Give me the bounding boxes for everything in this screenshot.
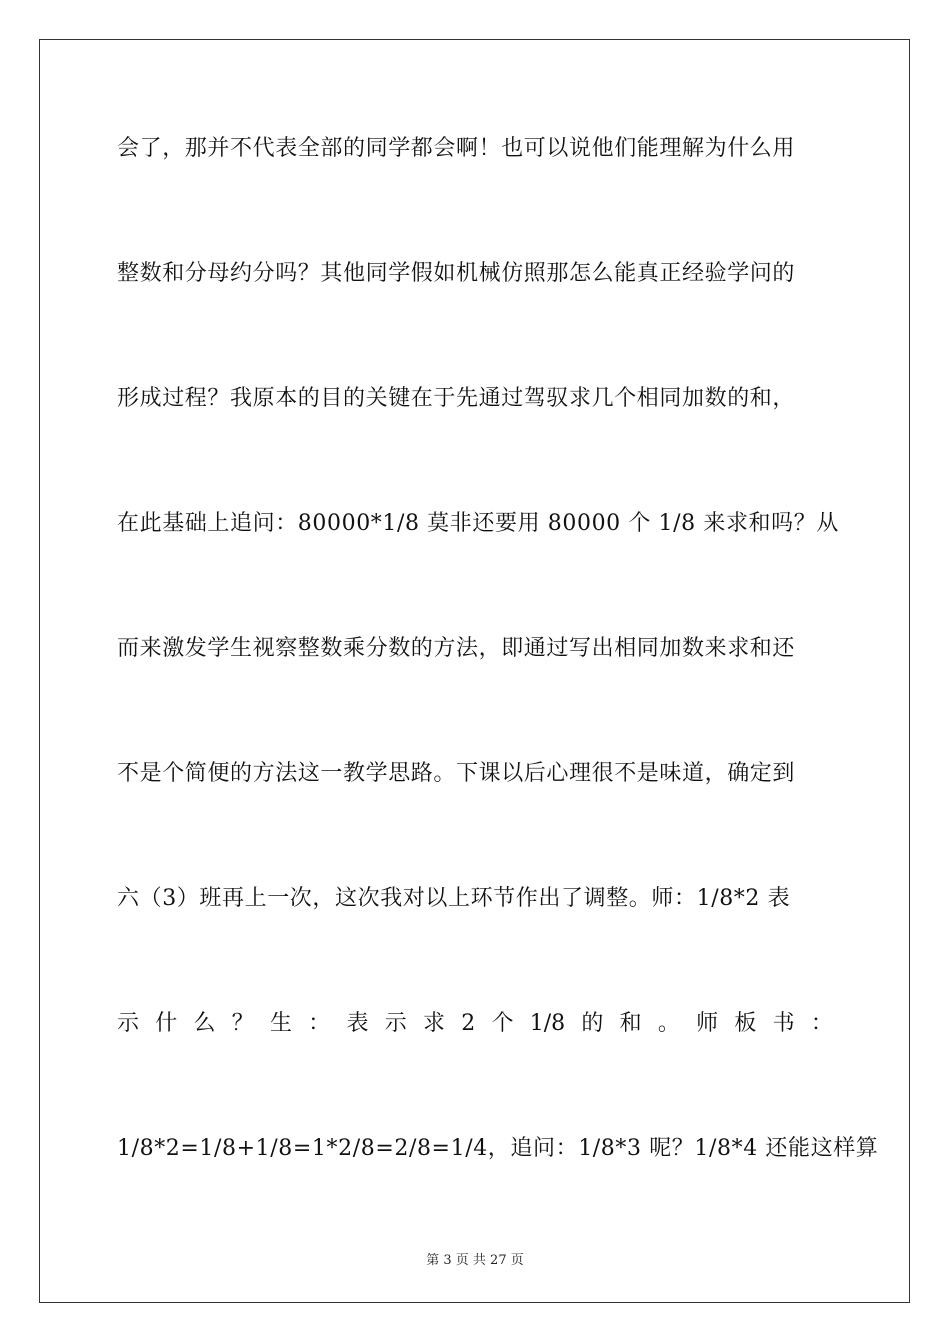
page-border [39, 39, 910, 1303]
word: 2 [461, 1011, 476, 1036]
body-line-3: 形成过程？我原本的目的关键在于先通过驾驭求几个相同加数的和， [117, 386, 796, 411]
word: 。 [657, 1011, 680, 1036]
word: ？ [231, 1011, 254, 1036]
word: 表 [346, 1011, 369, 1036]
body-line-9: 1/8*2=1/8+1/8=1*2/8=2/8=1/4，追问：1/8*3 呢？1/8*4 还能这样算 [117, 1136, 879, 1161]
word: 1/8 [529, 1011, 566, 1036]
word: 的 [581, 1011, 604, 1036]
body-line-1: 会了，那并不代表全部的同学都会啊！也可以说他们能理解为什么用 [117, 136, 796, 161]
body-line-5: 而来激发学生视察整数乘分数的方法，即通过写出相同加数来求和还 [117, 636, 796, 661]
body-line-8 [117, 1009, 833, 1039]
word: ： [308, 1011, 331, 1036]
word: 什 [155, 1011, 178, 1036]
word: 示 [117, 1011, 140, 1036]
word: 和 [619, 1011, 642, 1036]
body-line-7: 六（3）班再上一次，这次我对以上环节作出了调整。师：1/8*2 表 [117, 886, 791, 911]
word: 书 [772, 1011, 795, 1036]
body-line-4: 在此基础上追问：80000*1/8 莫非还要用 80000 个 1/8 来求和吗？从 [117, 511, 839, 536]
word: 个 [491, 1011, 514, 1036]
body-line-6: 不是个简便的方法这一教学思路。下课以后心理很不是味道，确定到 [117, 761, 796, 786]
word: 求 [423, 1011, 446, 1036]
word: ： [810, 1011, 833, 1036]
word: 示 [384, 1011, 407, 1036]
word: 么 [193, 1011, 216, 1036]
word: 板 [734, 1011, 757, 1036]
page-footer: 第 3 页 共 27 页 [426, 1253, 524, 1268]
word: 师 [696, 1011, 719, 1036]
body-line-2: 整数和分母约分吗？其他同学假如机械仿照那怎么能真正经验学问的 [117, 261, 796, 286]
word: 生 [270, 1011, 293, 1036]
